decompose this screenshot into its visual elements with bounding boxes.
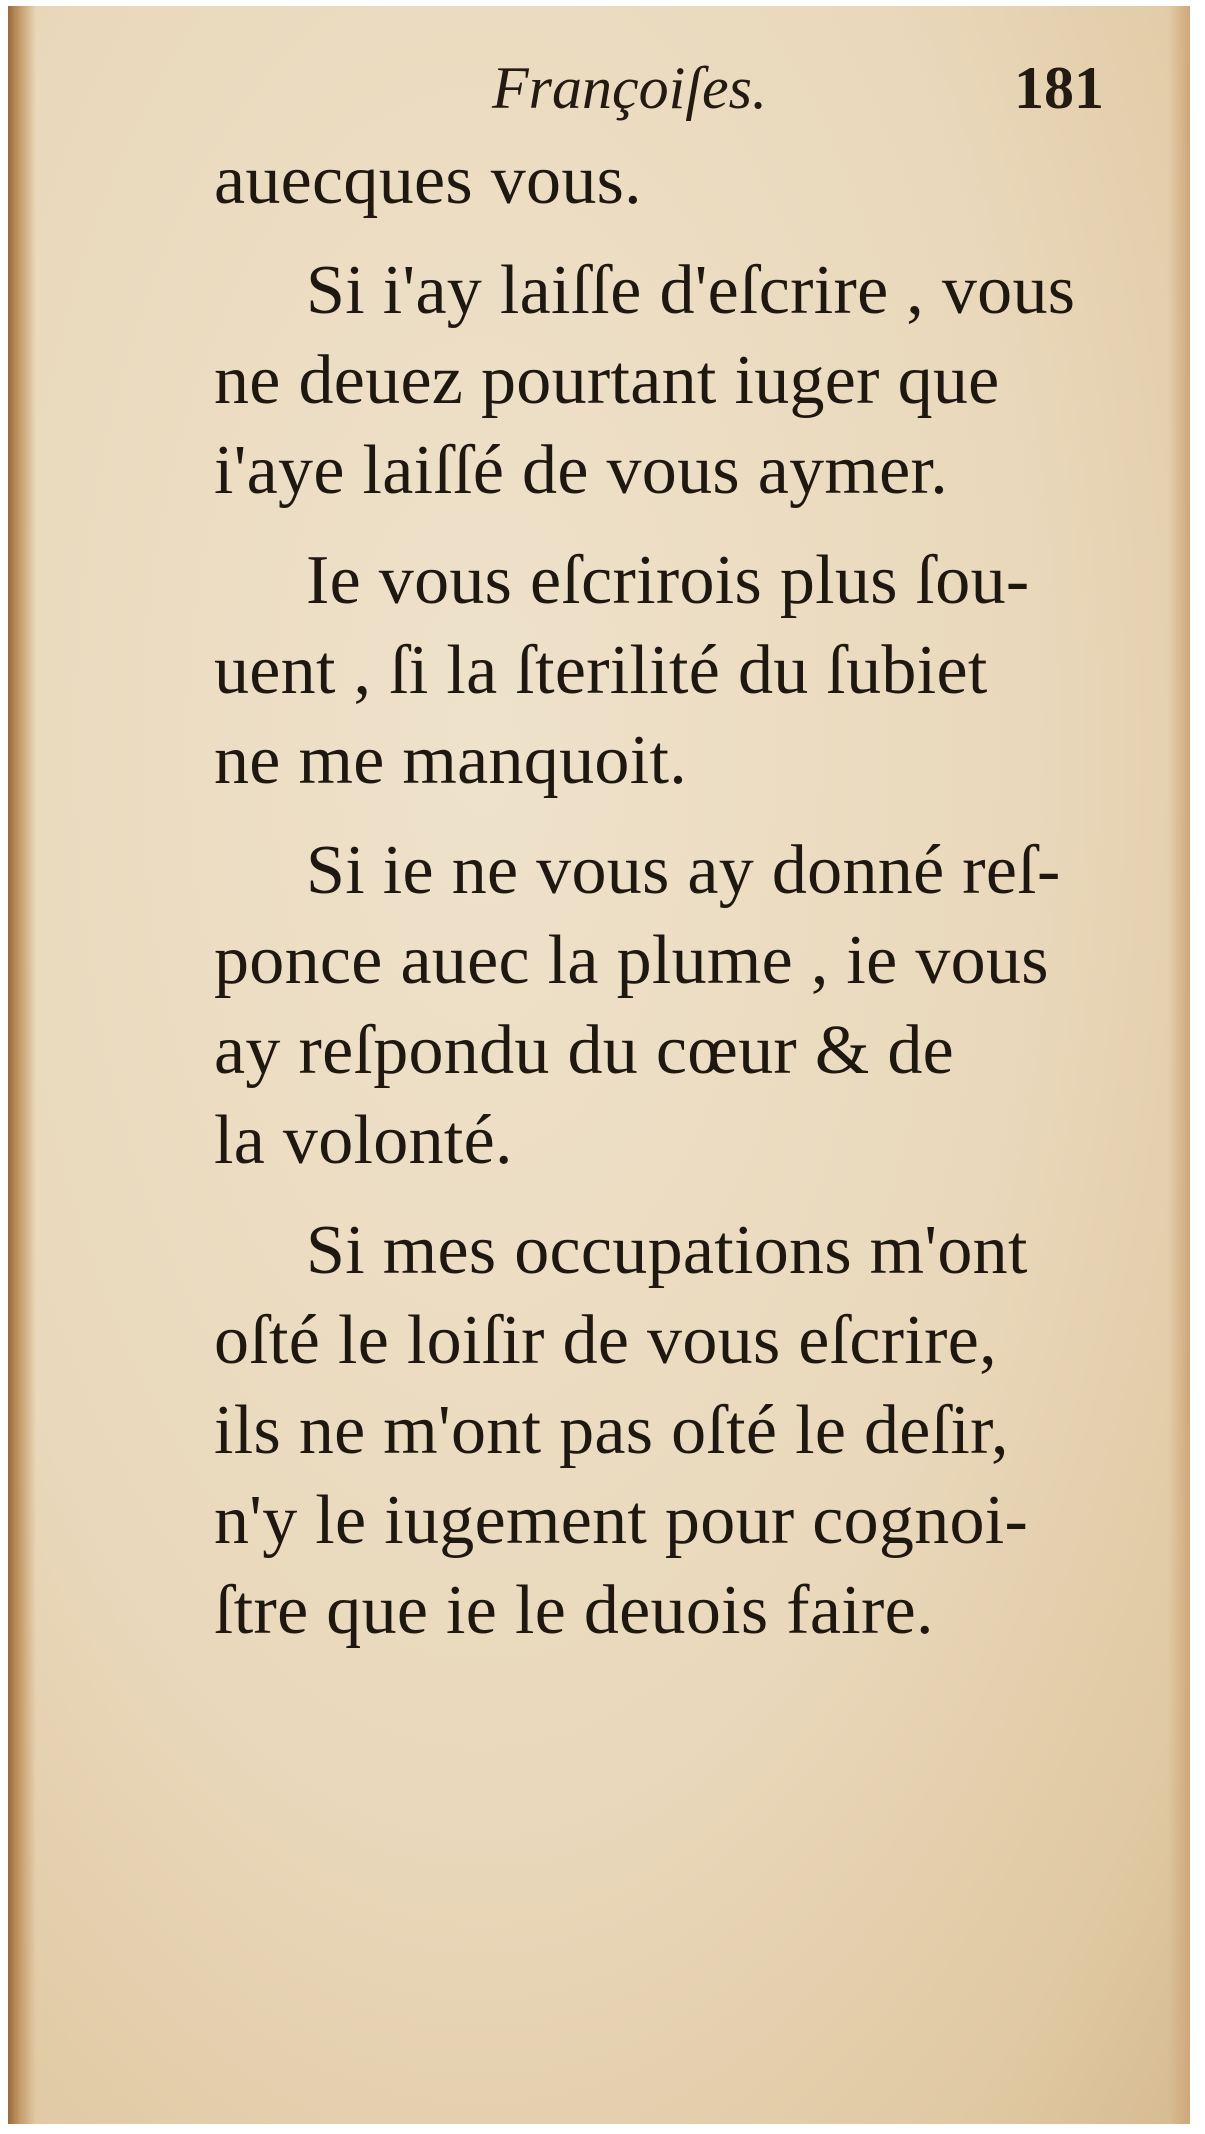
- text-line: n'y le iugement pour cognoi-: [214, 1482, 1029, 1559]
- text-line: uent , ſi la ſterilité du ſubiet: [214, 632, 988, 709]
- running-title: Françoiſes.: [492, 55, 767, 121]
- text-line: auecques vous.: [214, 142, 642, 219]
- text-line: ay reſpondu du cœur & de: [214, 1012, 955, 1089]
- text-line: i'aye laiſſé de vous aymer.: [214, 432, 949, 509]
- book-page: [8, 6, 1190, 2124]
- text-line: ne me manquoit.: [214, 722, 688, 799]
- text-line: Ie vous eſcrirois plus ſou-: [306, 542, 1030, 619]
- body-text: [214, 136, 1134, 1656]
- text-line: Si mes occupations m'ont: [306, 1212, 1028, 1289]
- text-line: ils ne m'ont pas oſté le deſir,: [214, 1392, 1009, 1469]
- text-line: ne deuez pourtant iuger que: [214, 342, 1000, 419]
- text-line: ſtre que ie le deuois faire.: [214, 1572, 934, 1649]
- page-header: [8, 46, 1190, 126]
- text-line: Si i'ay laiſſe d'eſcrire , vous: [306, 252, 1076, 329]
- text-line: Si ie ne vous ay donné reſ-: [306, 832, 1061, 909]
- text-line: la volonté.: [214, 1102, 513, 1179]
- page-number: 181: [1014, 55, 1104, 121]
- text-line: oſté le loiſir de vous eſcrire,: [214, 1302, 997, 1379]
- text-line: ponce auec la plume , ie vous: [214, 922, 1049, 999]
